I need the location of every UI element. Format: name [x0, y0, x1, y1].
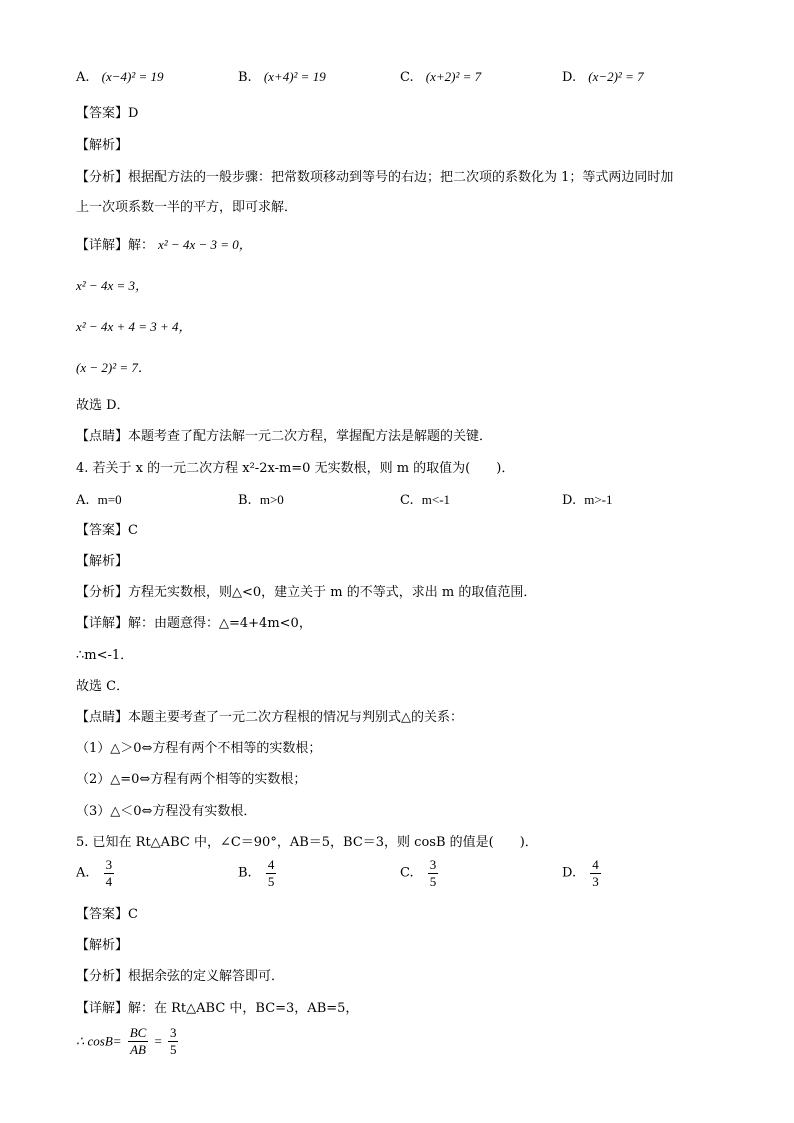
q4-question: 4. 若关于 x 的一元二次方程 x²-2x-m=0 无实数根，则 m 的取值为( )． — [76, 461, 515, 476]
q5-option-c — [400, 858, 440, 889]
q5-option-a — [76, 858, 116, 889]
numerator: 4 — [592, 857, 599, 872]
option-text: m=0 — [97, 492, 122, 507]
denominator: 3 — [592, 874, 599, 889]
q4-option-c — [400, 491, 450, 510]
option-text: m>0 — [259, 492, 284, 507]
option-expression: (x+2)² = 7 — [425, 69, 482, 84]
option-fraction — [266, 858, 277, 889]
option-label: C. — [400, 493, 414, 508]
option-label: D. — [562, 70, 577, 85]
denominator: 5 — [169, 1042, 177, 1057]
q5-option-d — [562, 858, 603, 889]
option-label: A. — [76, 493, 90, 508]
option-label: B. — [238, 70, 252, 85]
option-text: m<-1 — [421, 492, 451, 507]
option-label: B. — [238, 493, 252, 508]
q3-step-4: (x − 2)² = 7． — [76, 360, 151, 375]
q4-option-d — [562, 491, 613, 510]
q5-analysis-header: 【解析】 — [76, 938, 129, 953]
option-fraction — [104, 858, 115, 889]
q3-fenxi-line2: 上一次项系数一半的平方，即可求解． — [76, 200, 298, 215]
denominator: 4 — [105, 874, 113, 889]
step-1: x² − 4x − 3 = 0， — [158, 237, 252, 252]
option-expression: (x−2)² = 7 — [588, 69, 644, 84]
q3-option-b — [238, 68, 326, 87]
q4-dianjing: 【点睛】本题主要考查了一元二次方程根的情况与判别式△的关系： — [76, 710, 463, 725]
q3-choose: 故选 D． — [76, 398, 130, 413]
q4-option-a — [76, 491, 122, 510]
q5-final-equation — [76, 1026, 180, 1057]
q3-option-c — [400, 68, 481, 87]
option-fraction — [590, 858, 601, 889]
q5-option-b — [238, 858, 278, 889]
q3-option-a — [76, 68, 164, 87]
q3-detail — [76, 236, 252, 255]
numerator: BC — [129, 1025, 147, 1040]
option-expression: (x−4)² = 19 — [101, 69, 164, 84]
q4-analysis-header: 【解析】 — [76, 554, 129, 569]
q5-question: 5. 已知在 Rt△ABC 中，∠C＝90°，AB＝5，BC＝3，则 cosB 的值是( )． — [76, 835, 538, 850]
option-label: B. — [238, 865, 252, 881]
option-text: m>-1 — [584, 492, 613, 507]
denominator: AB — [130, 1042, 146, 1057]
denominator: 5 — [267, 874, 275, 889]
q3-analysis-header: 【解析】 — [76, 138, 129, 153]
q4-fenxi: 【分析】方程无实数根，则△<0，建立关于 m 的不等式，求出 m 的取值范围． — [76, 585, 537, 600]
option-label: C. — [400, 70, 414, 85]
q4-therefore: ∴m<-1． — [76, 648, 134, 663]
q4-detail: 【详解】解：由题意得：△=4+4m<0， — [76, 616, 312, 631]
denominator: 5 — [429, 874, 437, 889]
q4-case-3: （3）△＜0⇔方程没有实数根． — [76, 804, 257, 819]
option-expression: (x+4)² = 19 — [263, 69, 326, 84]
numerator: 4 — [267, 857, 275, 872]
q5-detail: 【详解】解：在 Rt△ABC 中，BC=3，AB=5， — [76, 1001, 359, 1016]
numerator: 3 — [429, 857, 437, 872]
q4-case-2: （2）△=0⇔方程有两个相等的实数根； — [76, 772, 307, 787]
q3-option-d — [562, 68, 644, 87]
cosb-prefix: ∴ cosB= — [76, 1033, 122, 1049]
q3-dianjing: 【点睛】本题考查了配方法解一元二次方程，掌握配方法是解题的关键． — [76, 429, 493, 444]
q4-choose: 故选 C． — [76, 679, 130, 694]
q3-step-2: x² − 4x = 3， — [76, 278, 148, 293]
q5-fenxi: 【分析】根据余弦的定义解答即可． — [76, 969, 285, 984]
fraction-bc-ab — [128, 1026, 149, 1057]
option-fraction — [428, 858, 439, 889]
q4-option-b — [238, 491, 284, 510]
q4-case-1: （1）△＞0⇔方程有两个不相等的实数根； — [76, 741, 322, 756]
q3-step-3: x² − 4x + 4 = 3 + 4， — [76, 319, 192, 334]
numerator: 3 — [169, 1025, 177, 1040]
option-label: D. — [562, 493, 577, 508]
fraction-3-5 — [168, 1026, 179, 1057]
q3-answer: 【答案】D — [76, 106, 139, 121]
numerator: 3 — [105, 857, 113, 872]
option-label: A. — [76, 70, 90, 85]
equals-sign: = — [154, 1033, 162, 1049]
q3-fenxi-line1: 【分析】根据配方法的一般步骤：把常数项移动到等号的右边；把二次项的系数化为 1；等式两边同时加 — [76, 170, 674, 185]
option-label: D. — [562, 865, 577, 881]
q5-answer: 【答案】C — [76, 907, 138, 922]
option-label: A. — [76, 865, 90, 881]
option-label: C. — [400, 865, 414, 881]
q4-answer: 【答案】C — [76, 523, 138, 538]
detail-prefix: 【详解】解： — [76, 238, 155, 253]
